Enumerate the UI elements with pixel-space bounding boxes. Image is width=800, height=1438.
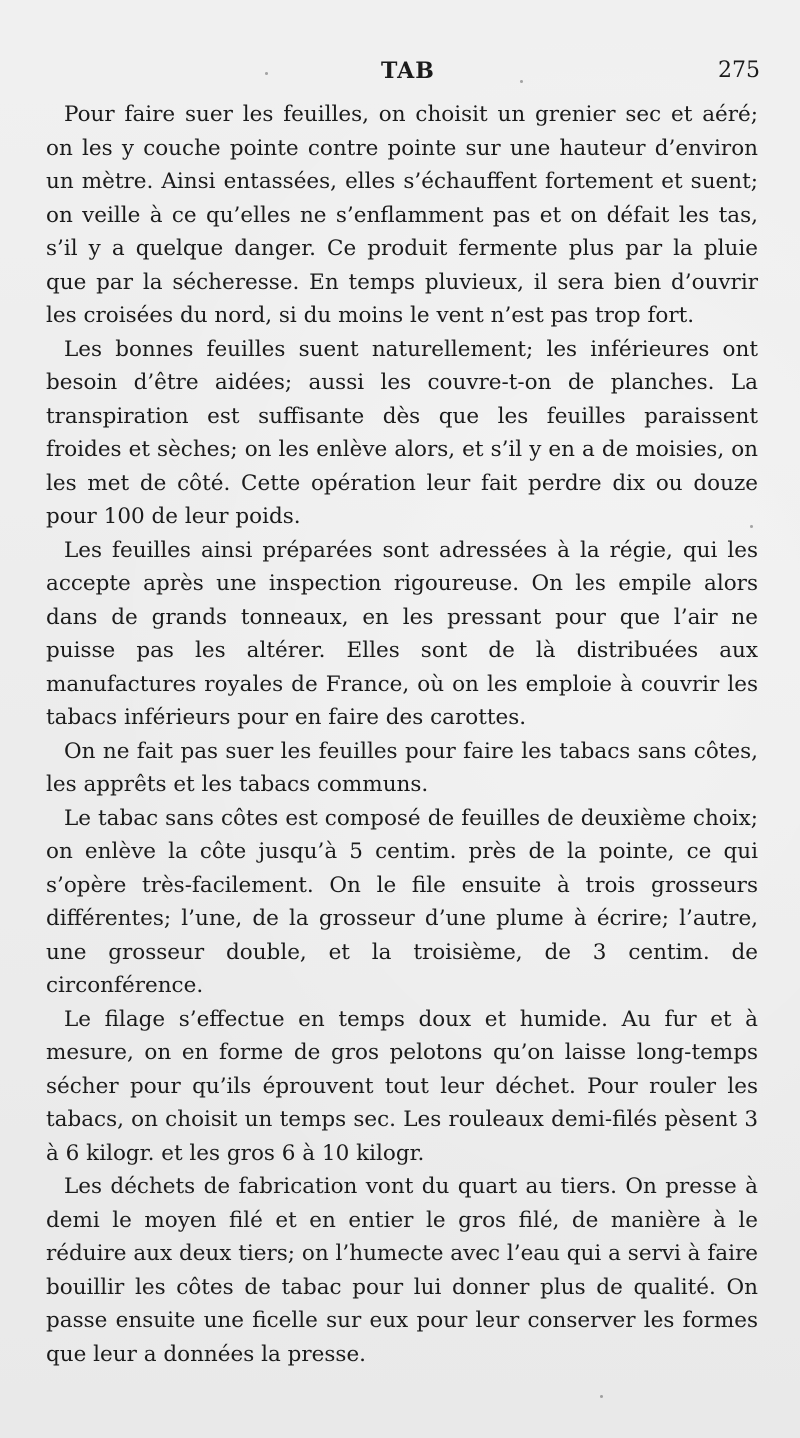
- running-head-title: TAB: [381, 58, 435, 84]
- body-text: [46, 98, 758, 1371]
- paragraph-good-leaves: Les bonnes feuilles suent naturellement; les inférieures ont besoin d’être aidées; aussi les couvre-t-on de planches. La transpiration est suffisante dès que les feuilles paraissent froides et sèches; on les enlève alors, et s’il y en a de moisies, on les met de côté. Cette opération leur fait perdre dix ou douze pour 100 de leur poids.: [46, 336, 758, 529]
- paragraph-sweating-leaves: Pour faire suer les feuilles, on choisit un grenier sec et aéré; on les y couche pointe contre pointe sur une hauteur d’environ un mètre. Ainsi entassées, elles s’échauffent fortement et suent; on veille à ce qu’elles ne s’enflamment pas et on défait les tas, s’il y a quelque danger. Ce produit fermente plus par la pluie que par la sécheresse. En temps pluvieux, il sera bien d’ouvrir les croisées du nord, si du moins le vent n’est pas trop fort.: [46, 102, 758, 328]
- page-number: 275: [718, 58, 760, 83]
- print-speck: [750, 525, 753, 528]
- paragraph-regie: Les feuilles ainsi préparées sont adressées à la régie, qui les accepte après une inspection rigoureuse. On les empile alors dans de grands tonneaux, en les pressant pour que l’air ne puisse pas les altérer. Elles sont de là distribuées aux manufactures royales de France, où on les emploie à couvrir les tabacs inférieurs pour en faire des carottes.: [46, 537, 758, 730]
- print-speck: [600, 1395, 603, 1398]
- print-speck: [265, 72, 268, 75]
- print-speck: [520, 80, 523, 83]
- paragraph-filage: Le filage s’effectue en temps doux et humide. Au fur et à mesure, on en forme de gros pelotons qu’on laisse long-temps sécher pour qu’ils éprouvent tout leur déchet. Pour rouler les tabacs, on choisit un temps sec. Les rouleaux demi-filés pèsent 3 à 6 kilogr. et les gros 6 à 10 kilogr.: [46, 1006, 758, 1166]
- running-head: [0, 58, 800, 88]
- paragraph-dechets: Les déchets de fabrication vont du quart au tiers. On presse à demi le moyen filé et en entier le gros filé, de manière à le réduire aux deux tiers; on l’humecte avec l’eau qui a servi à faire bouillir les côtes de tabac pour lui donner plus de qualité. On passe ensuite une ficelle sur eux pour leur conserver les formes que leur a données la presse.: [46, 1174, 758, 1367]
- paragraph-tabac-sans-cotes: Le tabac sans côtes est composé de feuilles de deuxième choix; on enlève la côte jusqu’à 5 centim. près de la pointe, ce qui s’opère très-facilement. On le file ensuite à trois grosseurs différentes; l’une, de la grosseur d’une plume à écrire; l’autre, une grosseur double, et la troisième, de 3 centim. de circonférence.: [46, 805, 758, 998]
- paragraph-no-sweating: On ne fait pas suer les feuilles pour faire les tabacs sans côtes, les apprêts et les tabacs communs.: [46, 738, 758, 797]
